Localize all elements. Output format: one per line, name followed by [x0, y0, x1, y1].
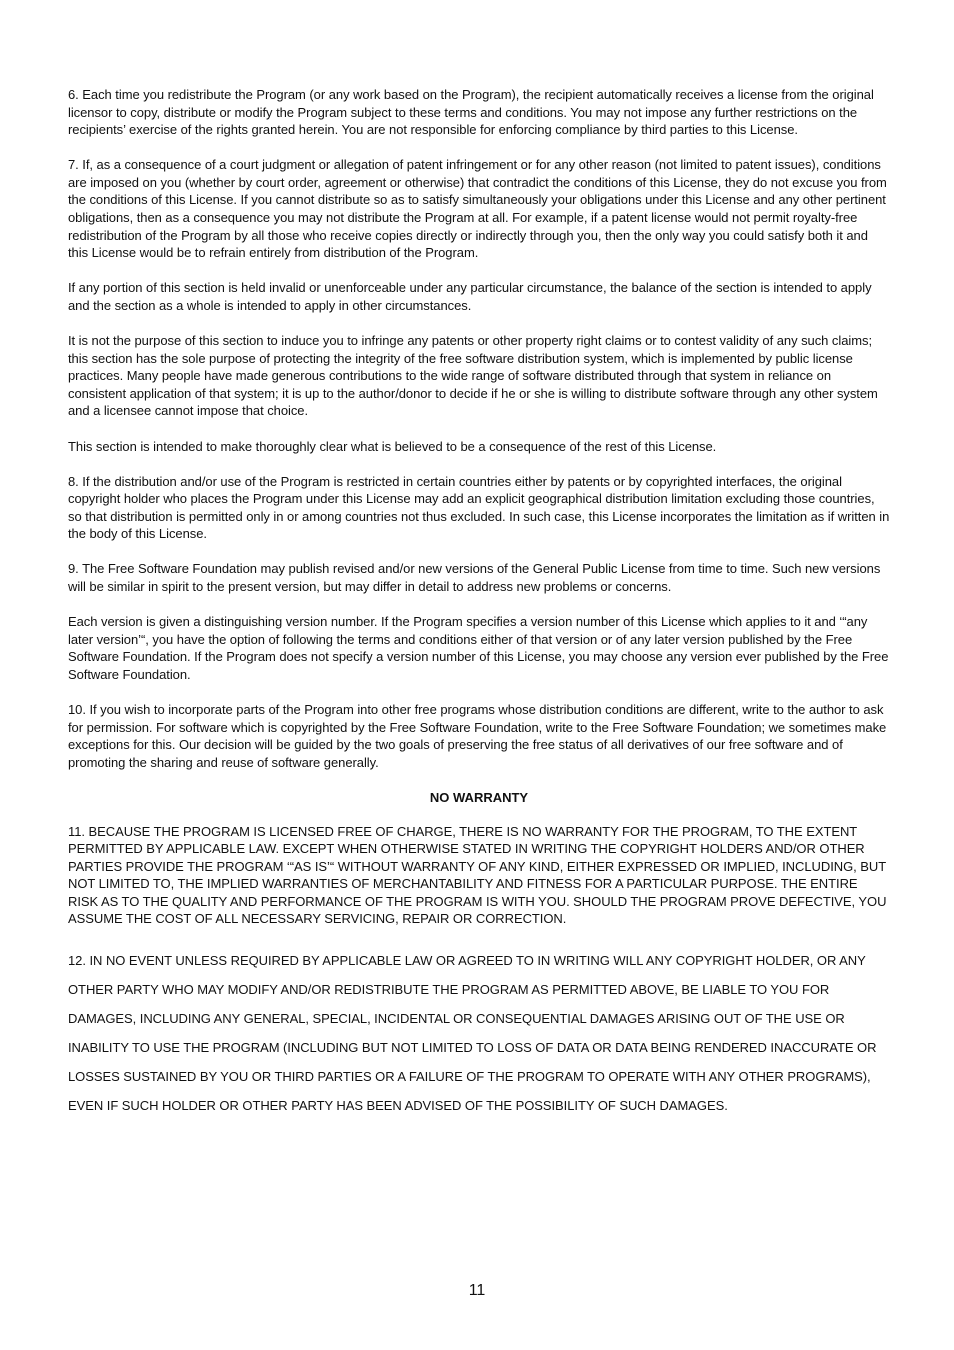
- page-number: 11: [468, 1282, 486, 1299]
- no-warranty-heading: NO WARRANTY: [429, 789, 529, 805]
- paragraph-section-12: 12. IN NO EVENT UNLESS REQUIRED BY APPLICABLE LAW OR AGREED TO IN WRITING WILL ANY COPYRIGHT HOLDER, OR ANY OTHER PARTY WHO MAY MODIFY AND/OR REDISTRIBUTE THE PROGRAM AS PERMITTED ABOVE, BE LIABLE TO YOU FOR DAMAGES, INCLUDING ANY GENERAL, SPECIAL, INCIDENTAL OR CONSEQUENTIAL DAMAGES ARISING OUT OF THE USE OR INABILITY TO USE THE PROGRAM (INCLUDING BUT NOT LIMITED TO LOSS OF DATA OR DATA BEING RENDERED INACCURATE OR LOSSES SUSTAINED BY YOU OR THIRD PARTIES OR A FAILURE OF THE PROGRAM TO OPERATE WITH ANY OTHER PROGRAMS), EVEN IF SUCH HOLDER OR OTHER PARTY HAS BEEN ADVISED OF THE POSSIBILITY OF SUCH DAMAGES.: [68, 952, 877, 1113]
- paragraph-section-7: 7. If, as a consequence of a court judgment or allegation of patent infringement or for any other reason (not limited to patent issues), conditions are imposed on you (whether by court order, agreement or otherwise) that contradict the conditions of this License, they do not excuse you from the conditions of this License. If you cannot distribute so as to satisfy simultaneously your obligations under this License and any other pertinent obligations, then as a consequence you may not distribute the Program at all. For example, if a patent license would not permit royalty-free redistribution of the Program by all those who receive copies directly or indirectly through you, then the only way you could satisfy both it and this License would be to refrain entirely from distribution of the Program.: [68, 157, 887, 261]
- paragraph-section-11: 11. BECAUSE THE PROGRAM IS LICENSED FREE OF CHARGE, THERE IS NO WARRANTY FOR THE PROGRAM, TO THE EXTENT PERMITTED BY APPLICABLE LAW. EXCEPT WHEN OTHERWISE STATED IN WRITING THE COPYRIGHT HOLDERS AND/OR OTHER PARTIES PROVIDE THE PROGRAM ‘“AS IS’“ WITHOUT WARRANTY OF ANY KIND, EITHER EXPRESSED OR IMPLIED, INCLUDING, BUT NOT LIMITED TO, THE IMPLIED WARRANTIES OF MERCHANTABILITY AND FITNESS FOR A PARTICULAR PURPOSE. THE ENTIRE RISK AS TO THE QUALITY AND PERFORMANCE OF THE PROGRAM IS WITH YOU. SHOULD THE PROGRAM PROVE DEFECTIVE, YOU ASSUME THE COST OF ALL NECESSARY SERVICING, REPAIR OR CORRECTION.: [68, 823, 887, 927]
- paragraph-section-8: 8. If the distribution and/or use of the Program is restricted in certain countries either by patents or by copyrighted interfaces, the original copyright holder who places the Program under this License may add an explicit geographical distribution limitation excluding those countries, so that distribution is permitted only in or among countries not thus excluded. In such case, this License incorporates the limitation as if written in the body of this License.: [68, 473, 890, 542]
- license-document-body: [68, 86, 890, 1120]
- paragraph-section-intent: This section is intended to make thoroughly clear what is believed to be a consequence of the rest of this License.: [68, 438, 717, 454]
- paragraph-section-10: 10. If you wish to incorporate parts of the Program into other free programs whose distribution conditions are different, write to the author to ask for permission. For software which is copyrighted by the Free Software Foundation, write to the Free Software Foundation; we sometimes make exceptions for this. Our decision will be guided by the two goals of preserving the free status of all derivatives of our free software and of promoting the sharing and reuse of software generally.: [68, 702, 887, 770]
- paragraph-invalid-portion: If any portion of this section is held invalid or unenforceable under any particular circumstance, the balance of the section is intended to apply and the section as a whole is intended to apply in other circumstances.: [68, 280, 872, 313]
- paragraph-version-number: Each version is given a distinguishing version number. If the Program specifies a version number of this License which applies to it and ‘“any later version’“, you have the option of following the terms and conditions either of that version or of any later version published by the Free Software Foundation. If the Program does not specify a version number of this License, you may choose any version ever published by the Free Software Foundation.: [68, 614, 889, 682]
- paragraph-section-purpose: It is not the purpose of this section to induce you to infringe any patents or other property right claims or to contest validity of any such claims; this section has the sole purpose of protecting the integrity of the free software distribution system, which is implemented by public license practices. Many people have made generous contributions to the wide range of software distributed through that system in reliance on consistent application of that system; it is up to the author/donor to decide if he or she is willing to distribute software through any other system and a licensee cannot impose that choice.: [68, 333, 878, 419]
- paragraph-section-9: 9. The Free Software Foundation may publish revised and/or new versions of the General Public License from time to time. Such new versions will be similar in spirit to the present version, but may differ in detail to address new problems or concerns.: [68, 561, 881, 595]
- paragraph-section-6: 6. Each time you redistribute the Program (or any work based on the Program), the recipient automatically receives a license from the original licensor to copy, distribute or modify the Program subject to these terms and conditions. You may not impose any further restrictions on the recipients’ exercise of the rights granted herein. You are not responsible for enforcing compliance by third parties to this License.: [68, 87, 874, 138]
